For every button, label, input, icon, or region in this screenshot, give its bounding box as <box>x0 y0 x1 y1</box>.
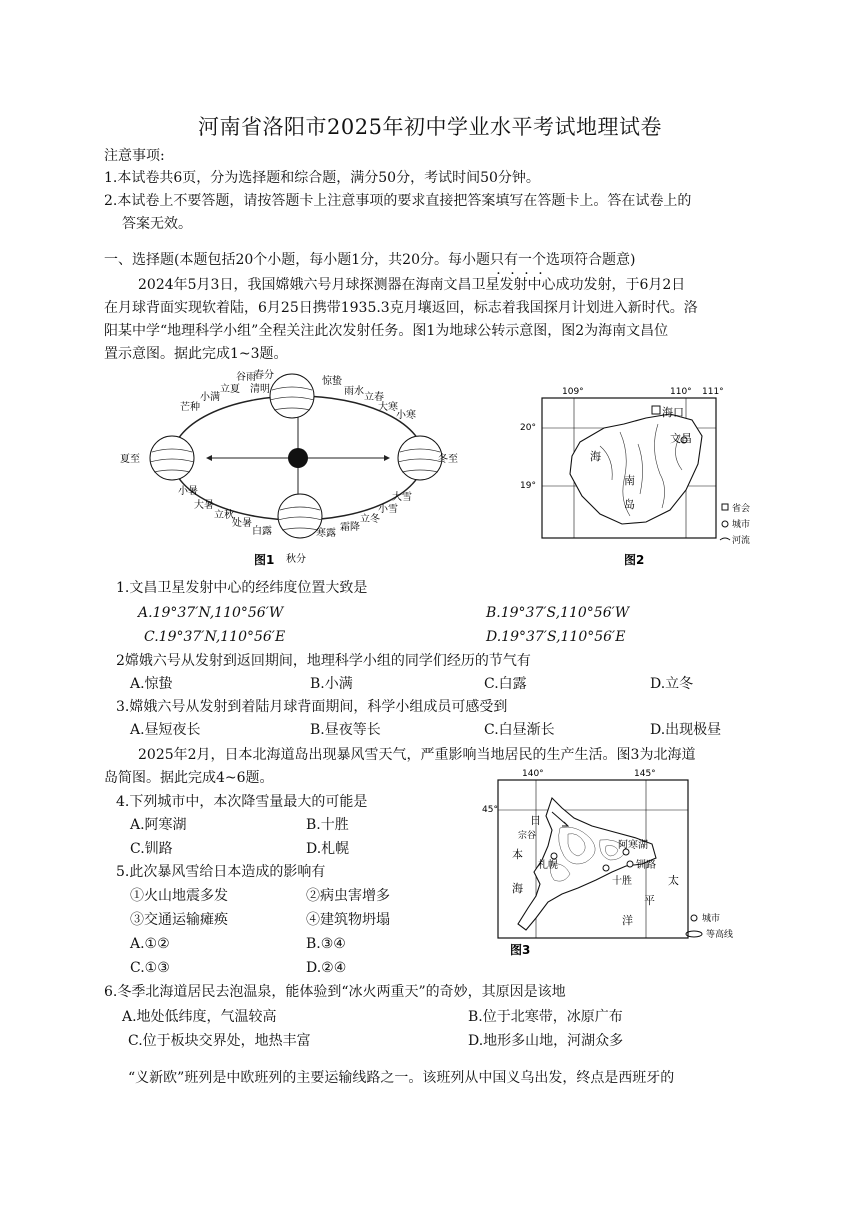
page-title: 河南省洛阳市2025年初中学业水平考试地理试卷 <box>198 115 662 139</box>
question-1-stem: 1.文昌卫星发射中心的经纬度位置大致是 <box>116 580 368 596</box>
label-tai: 太 <box>668 874 679 887</box>
earth-xiazhi-icon <box>150 436 194 480</box>
question-5-item-2: ②病虫害增多 <box>306 888 390 904</box>
passage-2-line-1: 2025年2月，日本北海道岛出现暴风雪天气，严重影响当地居民的生产生活。图3为北海道 <box>138 747 696 763</box>
figure-1-earth-revolution <box>120 366 460 566</box>
question-5-option-a: A.①② <box>130 936 170 952</box>
legend-city: 城市 <box>702 914 721 924</box>
passage-3-line-1: “义新欧”班列是中欧班列的主要运输线路之一。该班列从中国义乌出发，终点是西班牙的 <box>128 1070 675 1086</box>
question-6-option-d: D.地形多山地，河湖众多 <box>468 1033 624 1049</box>
legend-river: 河流 <box>732 536 751 546</box>
term-lidong: 立冬 <box>360 514 380 525</box>
label-ahanhu: 阿寒湖 <box>618 840 648 851</box>
question-5-stem: 5.此次暴风雪给日本造成的影响有 <box>116 864 326 880</box>
question-3-stem: 3.嫦娥六号从发射到着陆月球背面期间，科学小组成员可感受到 <box>116 699 508 715</box>
question-5-item-4: ④建筑物坍塌 <box>306 912 390 928</box>
label-ben: 本 <box>512 848 523 861</box>
term-shuangjiang: 霜降 <box>340 522 360 533</box>
question-6-option-c: C.位于板块交界处，地热丰富 <box>128 1033 311 1049</box>
label-haikou: 海口 <box>662 406 684 419</box>
question-5-item-3: ③交通运输瘫痪 <box>130 912 228 928</box>
question-6-option-b: B.位于北寒带，冰原广布 <box>468 1009 623 1025</box>
lon-110: 110° <box>670 387 692 397</box>
question-3-option-b: B.昼夜等长 <box>310 722 381 738</box>
term-mangzhong: 芒种 <box>180 402 200 413</box>
question-4-option-c: C.钏路 <box>130 841 173 857</box>
passage-1-line-3: 阳某中学“地理科学小组”全程关注此次发射任务。图1为地球公转示意图，图2为海南文昌位 <box>104 323 669 339</box>
question-4-option-d: D.札幌 <box>306 841 350 857</box>
figure-2-caption: 图2 <box>624 553 645 567</box>
passage-1-line-2: 在月球背面实现软着陆，6月25日携带1935.3克月壤返回，标志着我国探月计划进入新时代。洛 <box>104 300 698 316</box>
term-xiazhi: 夏至 <box>120 454 140 465</box>
label-nan: 南 <box>624 474 635 487</box>
label-yang: 洋 <box>622 914 633 927</box>
question-5-option-b: B.③④ <box>306 936 346 952</box>
label-wenchang: 文昌 <box>670 432 692 445</box>
question-1-option-b: B.19°37′S,110°56′W <box>486 605 630 621</box>
term-xiaoxue: 小雪 <box>378 504 398 515</box>
notice-item-2-cont: 答案无效。 <box>122 216 192 232</box>
term-daxue: 大雪 <box>392 492 412 503</box>
lat-20: 20° <box>520 423 536 433</box>
question-4-stem: 4.下列城市中，本次降雪量最大的可能是 <box>116 794 368 810</box>
legend-capital: 省会 <box>732 504 751 514</box>
label-dao: 岛 <box>624 498 635 511</box>
question-2-stem: 2嫦娥六号从发射到返回期间，地理科学小组的同学们经历的节气有 <box>116 653 531 669</box>
figure-1-caption: 图1 <box>254 553 275 566</box>
term-qiufen: 秋分 <box>286 554 306 565</box>
term-lichun: 立春 <box>364 392 384 403</box>
passage-1-line-4: 置示意图。据此完成1~3题。 <box>104 346 288 362</box>
lat-19: 19° <box>520 481 536 491</box>
term-xiaoman: 小满 <box>200 392 220 403</box>
lat-45: 45° <box>482 805 498 815</box>
question-5-item-1: ①火山地震多发 <box>130 888 228 904</box>
question-3-option-c: C.白昼渐长 <box>484 722 555 738</box>
question-3-option-d: D.出现极昼 <box>650 722 722 738</box>
label-zhahuang: 札幌 <box>538 860 558 871</box>
label-ri: 日 <box>530 814 541 827</box>
earth-dongzhi-icon <box>398 436 442 480</box>
question-4-option-b: B.十胜 <box>306 817 349 833</box>
label-hai: 海 <box>590 450 601 463</box>
term-dahan: 大寒 <box>378 402 398 413</box>
legend-city: 城市 <box>732 520 751 530</box>
notice-heading: 注意事项: <box>104 148 165 164</box>
sun-icon <box>288 448 308 468</box>
term-liqiu: 立秋 <box>214 510 234 521</box>
question-2-option-d: D.立冬 <box>650 676 694 692</box>
question-5-option-c: C.①③ <box>130 960 170 976</box>
lon-145: 145° <box>634 769 656 779</box>
figure-3-caption: 图3 <box>510 943 531 957</box>
term-bailu: 白露 <box>252 526 272 537</box>
label-shisheng: 十胜 <box>612 876 632 887</box>
question-1-option-a: A.19°37′N,110°56′W <box>138 605 284 621</box>
question-6-option-a: A.地处低纬度，气温较高 <box>122 1009 277 1025</box>
term-jingzhe: 惊蛰 <box>322 376 342 387</box>
term-qingming: 清明 <box>250 384 270 395</box>
legend-contour: 等高线 <box>706 930 734 940</box>
earth-chunfen-icon <box>270 374 314 418</box>
figure-2-hainan-map <box>520 384 770 570</box>
notice-item-2: 2.本试卷上不要答题，请按答题卡上注意事项的要求直接把答案填写在答题卡上。答在试卷上的 <box>104 193 692 209</box>
term-dongzhi: 冬至 <box>438 454 458 465</box>
question-4-option-a: A.阿寒湖 <box>130 817 187 833</box>
question-5-option-d: D.②④ <box>306 960 347 976</box>
question-6-stem: 6.冬季北海道居民去泡温泉，能体验到“冰火两重天”的奇妙，其原因是该地 <box>104 984 566 1000</box>
term-lixia: 立夏 <box>220 384 240 395</box>
term-dashu: 大暑 <box>194 500 214 511</box>
label-hai: 海 <box>512 882 523 895</box>
question-1-option-c: C.19°37′N,110°56′E <box>144 629 286 645</box>
label-ping: 平 <box>644 894 655 907</box>
question-2-option-a: A.惊蛰 <box>130 676 173 692</box>
figure-3-hokkaido-map <box>456 768 786 962</box>
lon-109: 109° <box>562 387 584 397</box>
term-guyu: 谷雨 <box>236 372 256 383</box>
term-xiaoshu: 小暑 <box>178 486 198 497</box>
label-zongzhi: 宗谷 <box>518 831 537 841</box>
passage-2-line-2: 岛简图。据此完成4~6题。 <box>104 770 274 786</box>
term-chunfen: 春分 <box>254 370 274 381</box>
passage-1-line-1: 2024年5月3日，我国嫦娥六号月球探测器在海南文昌卫星发射中心成功发射，于6月2日 <box>138 277 686 293</box>
term-yushui: 雨水 <box>344 386 364 397</box>
question-3-option-a: A.昼短夜长 <box>130 722 201 738</box>
term-chushu: 处暑 <box>232 518 252 529</box>
lon-140: 140° <box>522 769 544 779</box>
section-1-heading: 一、选择题(本题包括20个小题，每小题1分，共20分。每小题只有一个选项符合题意) <box>104 252 636 268</box>
question-2-option-b: B.小满 <box>310 676 353 692</box>
term-hanlu: 寒露 <box>316 528 336 539</box>
notice-item-1: 1.本试卷共6页，分为选择题和综合题，满分50分，考试时间50分钟。 <box>104 170 540 186</box>
lon-111: 111° <box>702 387 724 397</box>
term-xiaohan: 小寒 <box>396 410 416 421</box>
question-1-option-d: D.19°37′S,110°56′E <box>486 629 626 645</box>
label-chuanlu: 钏路 <box>636 860 656 871</box>
hainan-island-outline <box>570 414 702 524</box>
question-2-option-c: C.白露 <box>484 676 527 692</box>
